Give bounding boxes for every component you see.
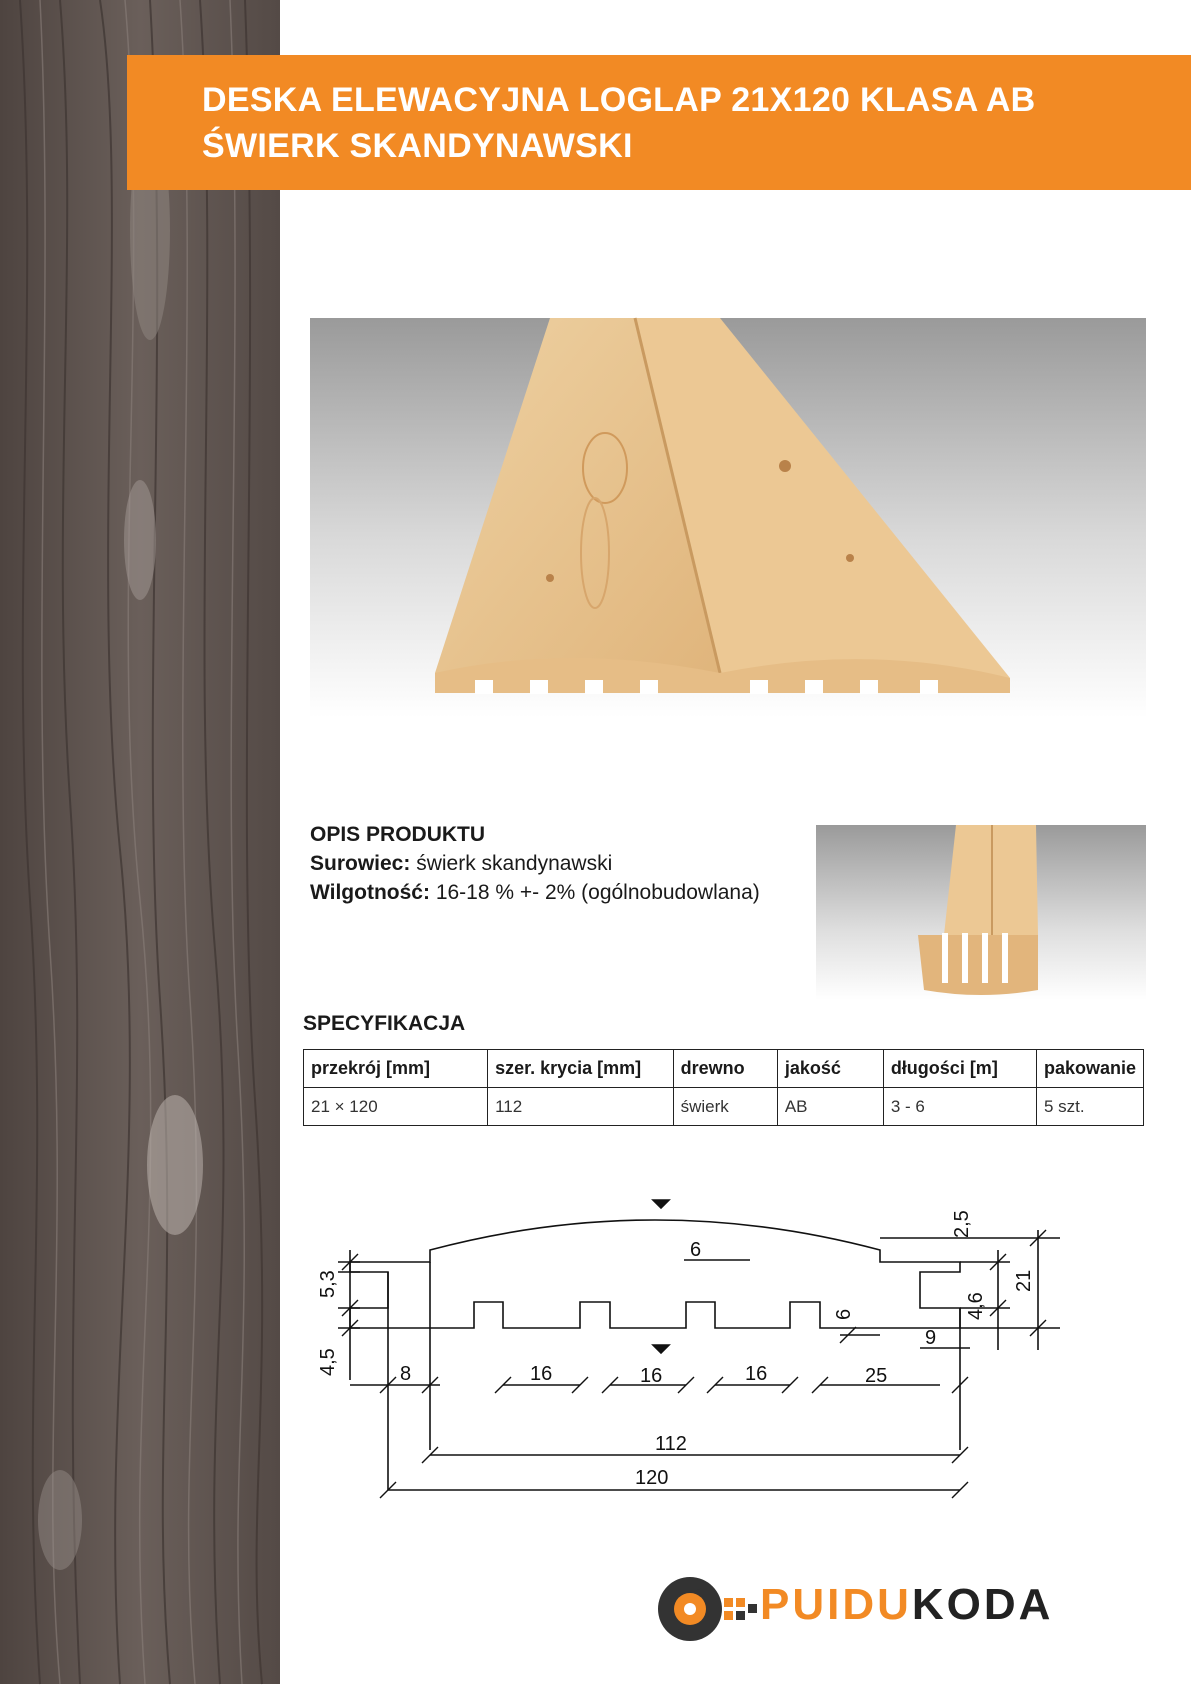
column-header: długości [m] xyxy=(883,1050,1036,1088)
column-header: drewno xyxy=(673,1050,777,1088)
cross-section-drawing xyxy=(317,1190,1140,1520)
dim-16a: 16 xyxy=(530,1363,553,1385)
specification-heading: SPECYFIKACJA xyxy=(303,1012,466,1035)
dim-112: 112 xyxy=(655,1433,687,1455)
material-value: świerk skandynawski xyxy=(416,852,613,875)
dim-25: 25 xyxy=(865,1365,888,1387)
dim-4-5: 4,5 xyxy=(317,1348,339,1376)
dim-120: 120 xyxy=(635,1467,669,1489)
table-row xyxy=(304,1088,1144,1126)
dim-5-3: 5,3 xyxy=(317,1270,339,1298)
product-photo-end-view xyxy=(816,825,1146,1000)
column-header: przekrój [mm] xyxy=(304,1050,488,1088)
product-description xyxy=(310,820,810,907)
dim-9: 9 xyxy=(925,1327,937,1349)
column-header: jakość xyxy=(777,1050,883,1088)
title-banner xyxy=(127,55,1191,190)
wood-texture-sidebar xyxy=(0,0,280,1684)
specification-table xyxy=(303,1049,1144,1126)
dim-4-6: 4,6 xyxy=(965,1292,987,1320)
dim-21: 21 xyxy=(1013,1269,1035,1292)
title-line-1: DESKA ELEWACYJNA LOGLAP 21X120 KLASA AB xyxy=(202,81,1036,119)
logo-text-puidu: PUIDU xyxy=(760,1580,912,1629)
material-label: Surowiec: xyxy=(310,852,411,875)
table-cell: AB xyxy=(777,1088,883,1126)
moisture-value: 16-18 % +- 2% (ogólnobudowlana) xyxy=(435,881,760,904)
dim-8: 8 xyxy=(400,1363,412,1385)
table-cell: świerk xyxy=(673,1088,777,1126)
table-cell: 3 - 6 xyxy=(883,1088,1036,1126)
table-cell: 112 xyxy=(488,1088,674,1126)
title-line-2: ŚWIERK SKANDYNAWSKI xyxy=(202,127,633,165)
moisture-row xyxy=(310,878,810,907)
column-header: szer. krycia [mm] xyxy=(488,1050,674,1088)
dim-16b: 16 xyxy=(640,1365,663,1387)
logo-text-koda: KODA xyxy=(911,1580,1054,1629)
product-photo xyxy=(310,318,1146,718)
logo-wordmark xyxy=(760,1580,1053,1630)
moisture-label: Wilgotność: xyxy=(310,881,430,904)
description-heading: OPIS PRODUKTU xyxy=(310,823,486,846)
dim-2-5: 2,5 xyxy=(951,1210,973,1238)
table-cell: 5 szt. xyxy=(1036,1088,1143,1126)
material-row xyxy=(310,849,810,878)
dim-6-right: 6 xyxy=(833,1308,855,1320)
puidukoda-logo xyxy=(650,1568,1120,1650)
table-header-row xyxy=(304,1050,1144,1088)
dim-6-top: 6 xyxy=(690,1239,702,1261)
dim-16c: 16 xyxy=(745,1363,768,1385)
table-cell: 21 × 120 xyxy=(304,1088,488,1126)
column-header: pakowanie xyxy=(1036,1050,1143,1088)
